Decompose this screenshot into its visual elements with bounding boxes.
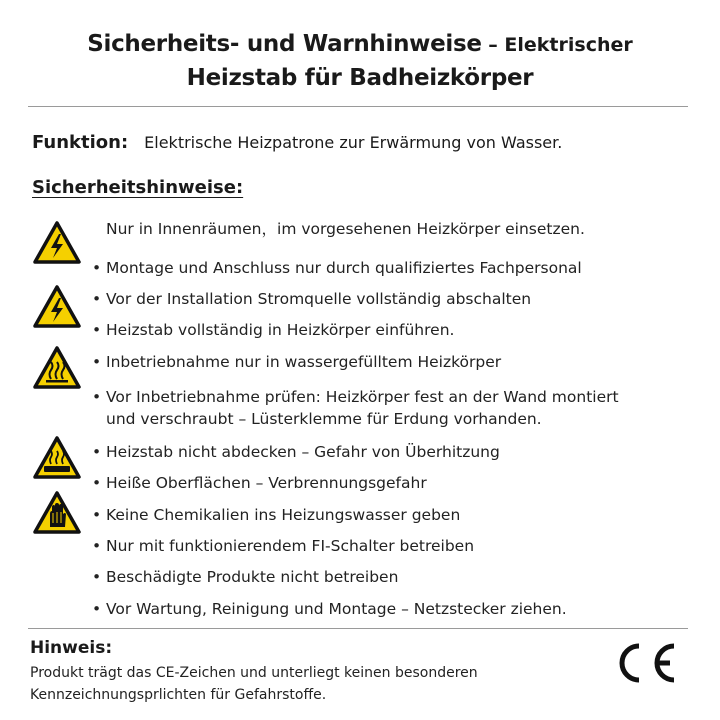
note-text [30, 662, 590, 706]
safety-item: • Beschädigte Produkte nicht betreiben [92, 568, 399, 586]
function-text: Elektrische Heizpatrone zur Erwärmung von Wasser. [144, 133, 563, 152]
ce-mark-icon [612, 640, 678, 686]
bottom-divider [28, 628, 688, 629]
burn-hand-warning-icon [32, 490, 82, 536]
safety-item: • Keine Chemikalien ins Heizungswasser geben [92, 506, 461, 524]
hot-surface-warning-icon [32, 435, 82, 481]
function-label: Funktion: [32, 132, 129, 153]
safety-item: Nur in Innenräumen，im vorgesehenen Heizkörper einsetzen. [106, 220, 585, 238]
safety-item: und verschraubt – Lüsterklemme für Erdung vorhanden. [106, 410, 542, 428]
note-line: Produkt trägt das CE-Zeichen und unterliegt keinen besonderen [30, 665, 478, 681]
safety-item: • Heiße Oberflächen – Verbrennungsgefahr [92, 474, 427, 492]
title-sub: Elektrischer [504, 34, 633, 56]
electric-hazard-icon [32, 220, 82, 266]
safety-item: • Inbetriebnahme nur in wassergefülltem Heizkörper [92, 353, 502, 371]
title-line2: Heizstab für Badheizkörper [186, 65, 534, 91]
title-dash: – [481, 34, 505, 56]
safety-item: • Nur mit funktionierendem FI-Schalter betreiben [92, 537, 475, 555]
function-row [32, 132, 562, 153]
safety-item: • Vor Inbetriebnahme prüfen: Heizkörper fest an der Wand montiert [92, 388, 619, 406]
note-line: Kennzeichnungsprlichten für Gefahrstoffe. [30, 687, 327, 703]
title-main: Sicherheits- und Warnhinweise [87, 31, 482, 57]
safety-item: • Heizstab nicht abdecken – Gefahr von Überhitzung [92, 443, 500, 461]
safety-item: • Heizstab vollständig in Heizkörper einführen. [92, 321, 455, 339]
safety-title: Sicherheitshinweise: [32, 177, 244, 198]
page-title [0, 28, 720, 94]
safety-item: • Vor der Installation Stromquelle vollständig abschalten [92, 290, 532, 308]
electric-hazard-icon [32, 284, 82, 330]
top-divider [28, 106, 688, 107]
safety-item: • Vor Wartung, Reinigung und Montage – Netzstecker ziehen. [92, 600, 567, 618]
hot-steam-warning-icon [32, 345, 82, 391]
safety-item: • Montage und Anschluss nur durch qualifiziertes Fachpersonal [92, 259, 582, 277]
note-title: Hinweis: [30, 638, 113, 658]
